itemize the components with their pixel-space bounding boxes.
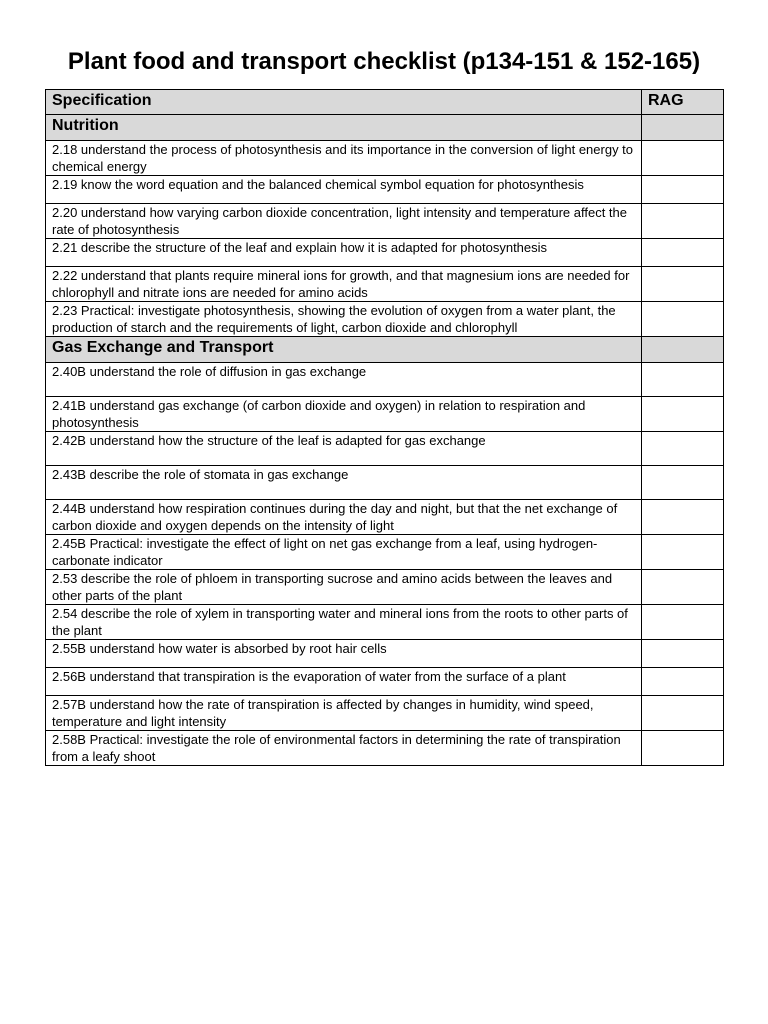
section-row-gas-exchange bbox=[46, 337, 724, 363]
spec-text: 2.45B Practical: investigate the effect of light on net gas exchange from a leaf, using hydrogen-carbonate indicator bbox=[46, 535, 642, 570]
page-title: Plant food and transport checklist (p134-151 & 152-165) bbox=[67, 48, 701, 75]
spec-text: 2.43B describe the role of stomata in gas exchange bbox=[46, 466, 642, 500]
rag-cell[interactable] bbox=[642, 302, 724, 337]
table-row bbox=[46, 696, 724, 731]
table-row bbox=[46, 239, 724, 267]
table-row bbox=[46, 731, 724, 766]
rag-cell[interactable] bbox=[642, 267, 724, 302]
rag-cell[interactable] bbox=[642, 363, 724, 397]
rag-cell[interactable] bbox=[642, 239, 724, 267]
rag-cell[interactable] bbox=[642, 696, 724, 731]
spec-text: 2.57B understand how the rate of transpiration is affected by changes in humidity, wind speed, temperature and light intensity bbox=[46, 696, 642, 731]
spec-text: 2.56B understand that transpiration is the evaporation of water from the surface of a plant bbox=[46, 668, 642, 696]
rag-cell[interactable] bbox=[642, 204, 724, 239]
table-row bbox=[46, 363, 724, 397]
table-row bbox=[46, 535, 724, 570]
rag-cell[interactable] bbox=[642, 570, 724, 605]
section-title: Nutrition bbox=[46, 115, 642, 141]
checklist-table bbox=[45, 89, 724, 766]
table-row bbox=[46, 267, 724, 302]
rag-cell[interactable] bbox=[642, 535, 724, 570]
table-row bbox=[46, 176, 724, 204]
rag-cell[interactable] bbox=[642, 432, 724, 466]
spec-text: 2.20 understand how varying carbon dioxide concentration, light intensity and temperature affect the rate of photosynthesis bbox=[46, 204, 642, 239]
spec-text: 2.19 know the word equation and the balanced chemical symbol equation for photosynthesis bbox=[46, 176, 642, 204]
section-rag-cell bbox=[642, 337, 724, 363]
rag-cell[interactable] bbox=[642, 397, 724, 432]
rag-cell[interactable] bbox=[642, 500, 724, 535]
table-row bbox=[46, 640, 724, 668]
rag-cell[interactable] bbox=[642, 605, 724, 640]
section-title: Gas Exchange and Transport bbox=[46, 337, 642, 363]
table-row bbox=[46, 466, 724, 500]
spec-text: 2.54 describe the role of xylem in transporting water and mineral ions from the roots to other parts of the plant bbox=[46, 605, 642, 640]
section-row-nutrition bbox=[46, 115, 724, 141]
spec-text: 2.22 understand that plants require mineral ions for growth, and that magnesium ions are needed for chlorophyll and nitrate ions are needed for amino acids bbox=[46, 267, 642, 302]
table-row bbox=[46, 668, 724, 696]
table-row bbox=[46, 500, 724, 535]
section-rag-cell bbox=[642, 115, 724, 141]
spec-text: 2.21 describe the structure of the leaf and explain how it is adapted for photosynthesis bbox=[46, 239, 642, 267]
table-row bbox=[46, 141, 724, 176]
table-row bbox=[46, 432, 724, 466]
rag-cell[interactable] bbox=[642, 640, 724, 668]
spec-text: 2.55B understand how water is absorbed by root hair cells bbox=[46, 640, 642, 668]
spec-text: 2.41B understand gas exchange (of carbon dioxide and oxygen) in relation to respiration and photosynthesis bbox=[46, 397, 642, 432]
table-header-row bbox=[46, 90, 724, 115]
specification-header: Specification bbox=[46, 90, 642, 115]
spec-text: 2.40B understand the role of diffusion in gas exchange bbox=[46, 363, 642, 397]
spec-text: 2.42B understand how the structure of the leaf is adapted for gas exchange bbox=[46, 432, 642, 466]
rag-cell[interactable] bbox=[642, 176, 724, 204]
table-row bbox=[46, 397, 724, 432]
spec-text: 2.18 understand the process of photosynthesis and its importance in the conversion of light energy to chemical energy bbox=[46, 141, 642, 176]
rag-cell[interactable] bbox=[642, 731, 724, 766]
rag-header: RAG bbox=[642, 90, 724, 115]
spec-text: 2.58B Practical: investigate the role of environmental factors in determining the rate of transpiration from a leafy shoot bbox=[46, 731, 642, 766]
table-row bbox=[46, 302, 724, 337]
spec-text: 2.44B understand how respiration continues during the day and night, but that the net exchange of carbon dioxide and oxygen depends on the intensity of light bbox=[46, 500, 642, 535]
rag-cell[interactable] bbox=[642, 141, 724, 176]
table-row bbox=[46, 605, 724, 640]
table-row bbox=[46, 204, 724, 239]
table-row bbox=[46, 570, 724, 605]
rag-cell[interactable] bbox=[642, 668, 724, 696]
spec-text: 2.53 describe the role of phloem in transporting sucrose and amino acids between the leaves and other parts of the plant bbox=[46, 570, 642, 605]
spec-text: 2.23 Practical: investigate photosynthesis, showing the evolution of oxygen from a water plant, the production of starch and the requirements of light, carbon dioxide and chlorophyll bbox=[46, 302, 642, 337]
rag-cell[interactable] bbox=[642, 466, 724, 500]
